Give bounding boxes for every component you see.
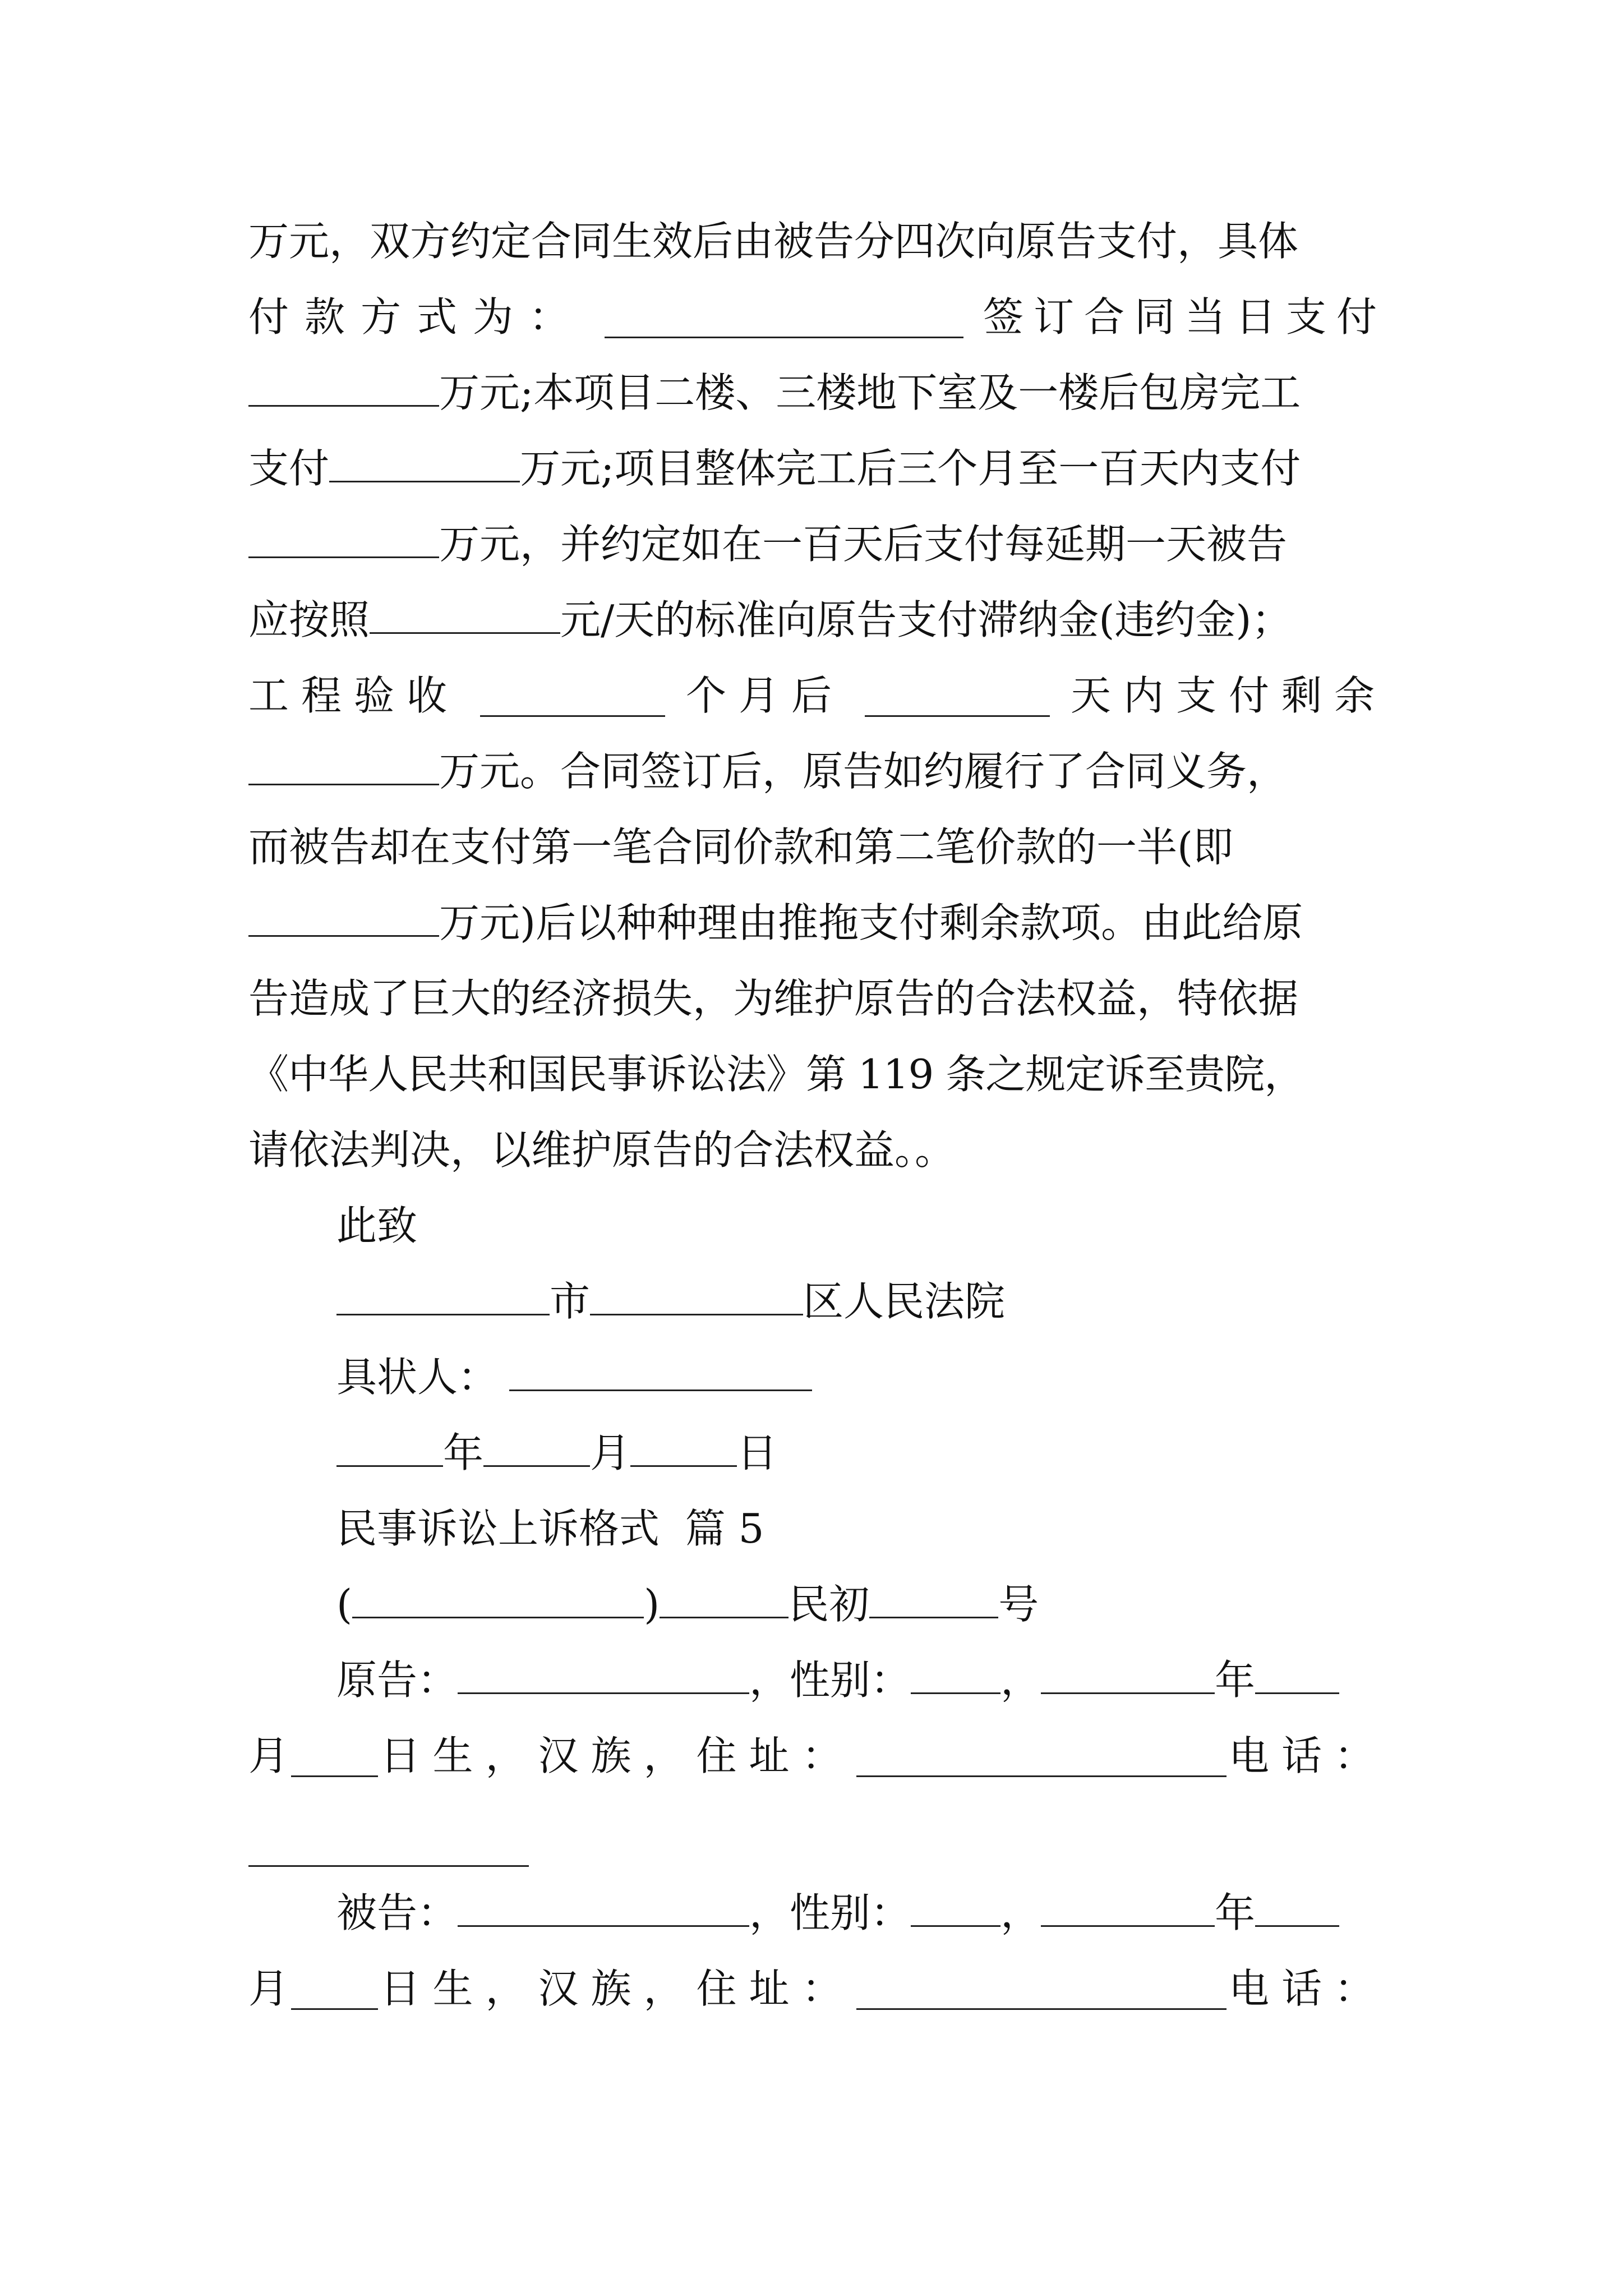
month-blank	[483, 1425, 590, 1467]
plaintiff-gender-label: ，性别：	[749, 1657, 911, 1704]
body-line-6-text: 元/天的标准向原告支付滞纳金(违约金)；	[560, 596, 1292, 643]
defendant-comma: ，	[1000, 1889, 1041, 1936]
body-line-4	[248, 435, 1387, 502]
defendant-year-label: 年	[1215, 1889, 1256, 1936]
amount-blank-5	[248, 895, 439, 937]
body-line-4-text: 万元;项目整体完工后三个月至一百天内支付	[520, 445, 1301, 492]
penalty-rate-blank	[370, 592, 560, 634]
body-line-11: 告造成了巨大的经济损失，为维护原告的合法权益，特依据	[248, 975, 1299, 1022]
plaintiff-phone-label: 电话：	[1228, 1732, 1387, 1779]
plaintiff-day-blank	[291, 1735, 378, 1777]
months-after-text: 个月后	[685, 672, 844, 719]
case-close-paren: )	[644, 1581, 660, 1628]
body-line-1: 万元，双方约定合同生效后由被告分四次向原告支付，具体	[248, 218, 1299, 265]
defendant-label: 被告：	[336, 1889, 458, 1936]
case-year-blank	[352, 1576, 644, 1618]
salutation: 此致	[336, 1202, 418, 1249]
date-line	[336, 1419, 1475, 1487]
payment-method-blank	[605, 296, 963, 338]
case-number-line	[336, 1571, 1475, 1638]
defendant-day-blank	[291, 1968, 378, 2010]
district-blank	[590, 1273, 803, 1315]
defendant-line-1	[336, 1879, 1387, 1947]
defendant-line-2	[248, 1955, 1387, 2022]
plaintiff-name-blank	[458, 1652, 749, 1694]
defendant-month-label: 月	[248, 1965, 289, 2012]
body-line-5	[248, 510, 1387, 578]
body-line-9: 而被告却在支付第一笔合同价款和第二笔价款的一半(即	[248, 823, 1234, 871]
body-line-3	[248, 359, 1387, 426]
court-name-label: 区人民法院	[803, 1278, 1006, 1325]
court-city-label: 市	[550, 1278, 591, 1325]
body-line-2	[248, 283, 1387, 351]
body-line-5-text: 万元，并约定如在一百天后支付每延期一天被告	[439, 521, 1288, 568]
year-label: 年	[443, 1429, 484, 1476]
plaintiff-signature-label: 具状人：	[336, 1354, 499, 1401]
plaintiff-birth-text: 日生，汉族，住址：	[380, 1732, 855, 1779]
defendant-phone-label: 电话：	[1228, 1965, 1387, 2012]
body-line-6	[248, 586, 1387, 654]
body-line-10-text: 万元)后以种种理由推拖支付剩余款项。由此给原	[439, 899, 1303, 946]
body-line-7	[248, 662, 1387, 729]
plaintiff-label: 原告：	[336, 1657, 458, 1704]
plaintiff-line-1	[336, 1646, 1387, 1714]
day-label: 日	[737, 1429, 778, 1476]
section-heading: 民事诉讼上诉格式 篇 5	[336, 1505, 764, 1552]
body-line-3-text: 万元;本项目二楼、三楼地下室及一楼后包房完工	[439, 369, 1301, 416]
body-line-8	[248, 738, 1387, 805]
plaintiff-month-label: 月	[248, 1732, 289, 1779]
body-line-4-lead: 支付	[248, 445, 330, 492]
defendant-name-blank	[458, 1885, 749, 1927]
months-blank	[480, 675, 665, 717]
amount-blank-3	[248, 516, 439, 558]
defendant-gender-blank	[911, 1885, 1000, 1927]
plaintiff-month-blank	[1255, 1652, 1339, 1694]
days-blank	[865, 675, 1050, 717]
day-blank	[630, 1425, 737, 1467]
plaintiff-phone-blank	[248, 1865, 529, 1867]
case-open-paren: (	[336, 1581, 353, 1628]
body-line-6-lead: 应按照	[248, 596, 370, 643]
plaintiff-year-label: 年	[1215, 1657, 1256, 1704]
defendant-birth-text: 日生，汉族，住址：	[380, 1965, 855, 2012]
amount-blank-2	[329, 440, 520, 482]
plaintiff-address-blank	[856, 1735, 1227, 1777]
plaintiff-line-2	[248, 1722, 1387, 1789]
signature-blank	[509, 1349, 812, 1391]
amount-blank-1	[248, 365, 439, 407]
plaintiff-gender-blank	[911, 1652, 1000, 1694]
body-line-13: 请依法判决，以维护原告的合法权益。。	[248, 1126, 956, 1174]
case-number-blank	[869, 1576, 998, 1618]
plaintiff-year-blank	[1041, 1652, 1215, 1694]
defendant-gender-label: ，性别：	[749, 1889, 911, 1936]
defendant-month-blank	[1255, 1885, 1339, 1927]
remaining-payment-text: 天内支付剩余	[1070, 672, 1387, 719]
body-line-12: 《中华人民共和国民事诉讼法》第 119 条之规定诉至贵院，	[248, 1051, 1304, 1098]
court-line	[336, 1268, 1475, 1335]
defendant-address-blank	[856, 1968, 1227, 2010]
payment-method-label: 付款方式为：	[248, 293, 585, 341]
city-blank	[336, 1273, 550, 1315]
case-suffix-label: 号	[998, 1581, 1039, 1628]
acceptance-label: 工程验收	[248, 672, 460, 719]
signature-line	[336, 1343, 1475, 1411]
case-type-label: 民初	[789, 1581, 870, 1628]
body-line-10	[248, 889, 1387, 956]
body-line-8-text: 万元。合同签订后，原告如约履行了合同义务，	[439, 748, 1288, 795]
month-label: 月	[590, 1429, 631, 1476]
amount-blank-4	[248, 743, 439, 785]
signing-day-payment-text: 签订合同当日支付	[983, 293, 1387, 341]
year-blank	[336, 1425, 443, 1467]
case-court-blank	[660, 1576, 789, 1618]
plaintiff-comma: ，	[1000, 1657, 1041, 1704]
defendant-year-blank	[1041, 1885, 1215, 1927]
